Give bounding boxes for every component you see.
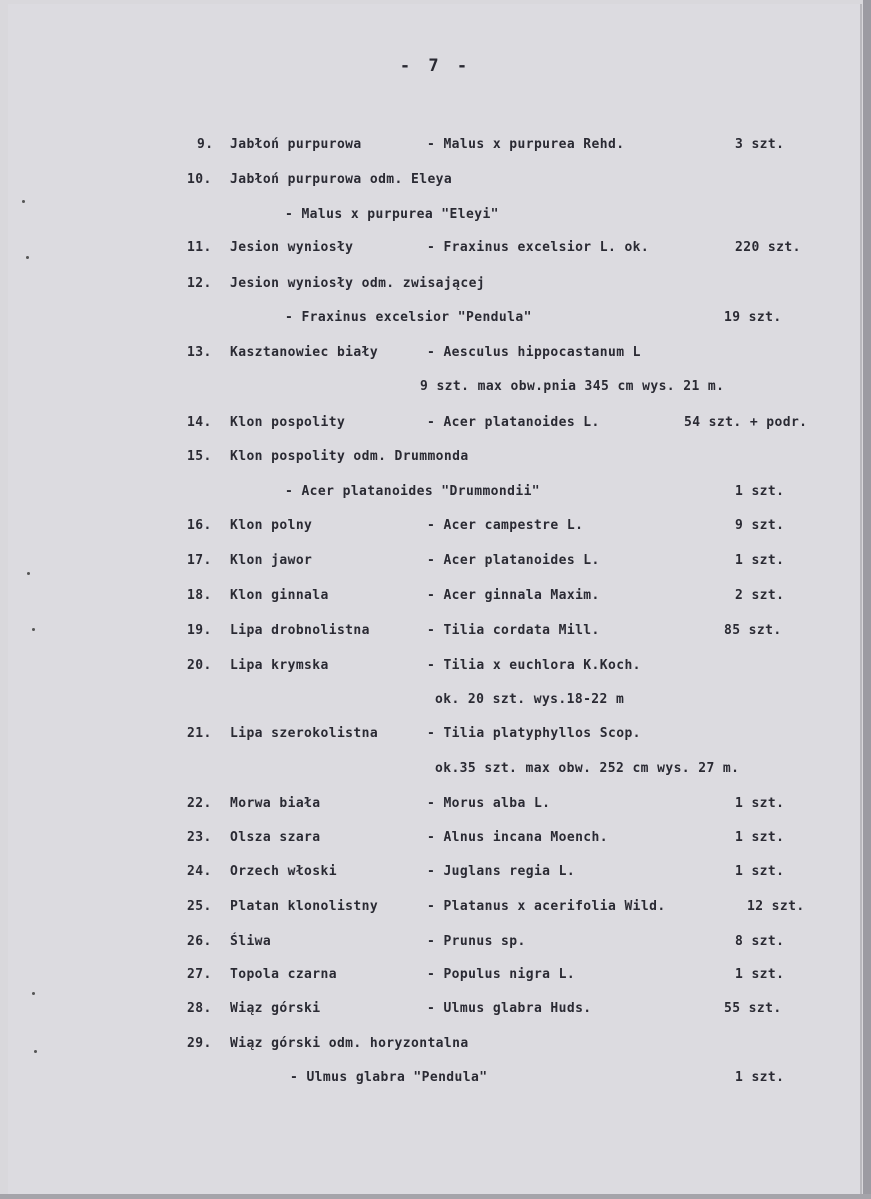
entry-quantity: 8 szt. [735, 934, 785, 949]
entry-latin-name: - Tilia x euchlora K.Koch. [427, 658, 641, 673]
entry-latin-name: - Acer platanoides L. [427, 553, 600, 568]
entry-note: ok.35 szt. max obw. 252 cm wys. 27 m. [435, 761, 740, 776]
entry-latin-name: - Tilia cordata Mill. [427, 623, 600, 638]
entry-quantity: 1 szt. [735, 967, 785, 982]
entry-latin-name: - Tilia platyphyllos Scop. [427, 726, 641, 741]
entry-number: 23. [187, 830, 212, 845]
entry-quantity: 1 szt. [735, 1070, 785, 1085]
entry-latin-name: - Malus x purpurea "Eleyi" [285, 207, 499, 222]
entry-latin-name: - Ulmus glabra Huds. [427, 1001, 592, 1016]
entry-number: 21. [187, 726, 212, 741]
entry-quantity: 9 szt. [735, 518, 785, 533]
entry-polish-name: Jabłoń purpurowa [230, 137, 362, 152]
entry-polish-name: Lipa drobnolistna [230, 623, 370, 638]
entry-number: 10. [187, 172, 212, 187]
scan-edge-right [863, 0, 871, 1199]
entry-latin-name: - Alnus incana Moench. [427, 830, 608, 845]
entry-polish-name: Lipa szerokolistna [230, 726, 379, 741]
entry-number: 12. [187, 276, 212, 291]
entry-number: 29. [187, 1036, 212, 1051]
entry-number: 13. [187, 345, 212, 360]
entry-latin-name: - Acer campestre L. [427, 518, 584, 533]
entry-quantity: 3 szt. [735, 137, 785, 152]
entry-polish-name: Klon jawor [230, 553, 313, 568]
entry-polish-name: Topola czarna [230, 967, 337, 982]
entry-number: 26. [187, 934, 212, 949]
entry-number: 16. [187, 518, 212, 533]
scan-speck [32, 992, 35, 995]
entry-quantity: 54 szt. + podr. [684, 415, 808, 430]
entry-number: 27. [187, 967, 212, 982]
entry-quantity: 1 szt. [735, 484, 785, 499]
entry-polish-name: Jesion wyniosły [230, 240, 354, 255]
entry-number: 24. [187, 864, 212, 879]
entry-number: 17. [187, 553, 212, 568]
entry-quantity: 12 szt. [747, 899, 805, 914]
entry-number: 19. [187, 623, 212, 638]
scan-speck [32, 628, 35, 631]
entry-latin-name: - Fraxinus excelsior "Pendula" [285, 310, 532, 325]
entry-polish-name: Wiąz górski [230, 1001, 321, 1016]
entry-quantity: 1 szt. [735, 864, 785, 879]
entry-quantity: 19 szt. [724, 310, 782, 325]
entry-polish-name: Jabłoń purpurowa odm. Eleya [230, 172, 453, 187]
entry-latin-name: - Prunus sp. [427, 934, 526, 949]
entry-number: 9. [197, 137, 214, 152]
entry-polish-name: Klon polny [230, 518, 313, 533]
entry-quantity: 55 szt. [724, 1001, 782, 1016]
entry-polish-name: Lipa krymska [230, 658, 329, 673]
entry-polish-name: Śliwa [230, 934, 272, 949]
entry-latin-name: - Juglans regia L. [427, 864, 576, 879]
entry-polish-name: Platan klonolistny [230, 899, 379, 914]
scan-speck [34, 1050, 37, 1053]
entry-latin-name: - Aesculus hippocastanum L [427, 345, 641, 360]
entry-polish-name: Klon ginnala [230, 588, 329, 603]
entry-polish-name: Wiąz górski odm. horyzontalna [230, 1036, 469, 1051]
entry-number: 18. [187, 588, 212, 603]
entry-polish-name: Klon pospolity odm. Drummonda [230, 449, 469, 464]
entry-polish-name: Jesion wyniosły odm. zwisającej [230, 276, 486, 291]
scan-speck [26, 256, 29, 259]
entry-number: 28. [187, 1001, 212, 1016]
entry-polish-name: Klon pospolity [230, 415, 346, 430]
entry-number: 14. [187, 415, 212, 430]
entry-latin-name: - Fraxinus excelsior L. ok. [427, 240, 650, 255]
entry-latin-name: - Acer platanoides "Drummondii" [285, 484, 541, 499]
page-number: - 7 - [399, 56, 472, 76]
entry-polish-name: Kasztanowiec biały [230, 345, 379, 360]
entry-quantity: 220 szt. [735, 240, 801, 255]
scan-edge-bottom [0, 1194, 871, 1199]
entry-polish-name: Morwa biała [230, 796, 321, 811]
entry-quantity: 2 szt. [735, 588, 785, 603]
entry-number: 25. [187, 899, 212, 914]
entry-number: 15. [187, 449, 212, 464]
entry-latin-name: - Populus nigra L. [427, 967, 576, 982]
entry-latin-name: - Ulmus glabra "Pendula" [290, 1070, 488, 1085]
scan-speck [22, 200, 25, 203]
entry-latin-name: - Morus alba L. [427, 796, 551, 811]
entry-number: 20. [187, 658, 212, 673]
entry-quantity: 1 szt. [735, 830, 785, 845]
entry-latin-name: - Malus x purpurea Rehd. [427, 137, 625, 152]
entry-number: 22. [187, 796, 212, 811]
entry-note: ok. 20 szt. wys.18-22 m [435, 692, 625, 707]
entry-latin-name: - Acer platanoides L. [427, 415, 600, 430]
entry-quantity: 1 szt. [735, 796, 785, 811]
entry-quantity: 1 szt. [735, 553, 785, 568]
entry-polish-name: Olsza szara [230, 830, 321, 845]
entry-polish-name: Orzech włoski [230, 864, 337, 879]
entry-latin-name: - Acer ginnala Maxim. [427, 588, 600, 603]
scan-speck [27, 572, 30, 575]
entry-number: 11. [187, 240, 212, 255]
entry-quantity: 85 szt. [724, 623, 782, 638]
entry-note: 9 szt. max obw.pnia 345 cm wys. 21 m. [420, 379, 725, 394]
entry-latin-name: - Platanus x acerifolia Wild. [427, 899, 666, 914]
